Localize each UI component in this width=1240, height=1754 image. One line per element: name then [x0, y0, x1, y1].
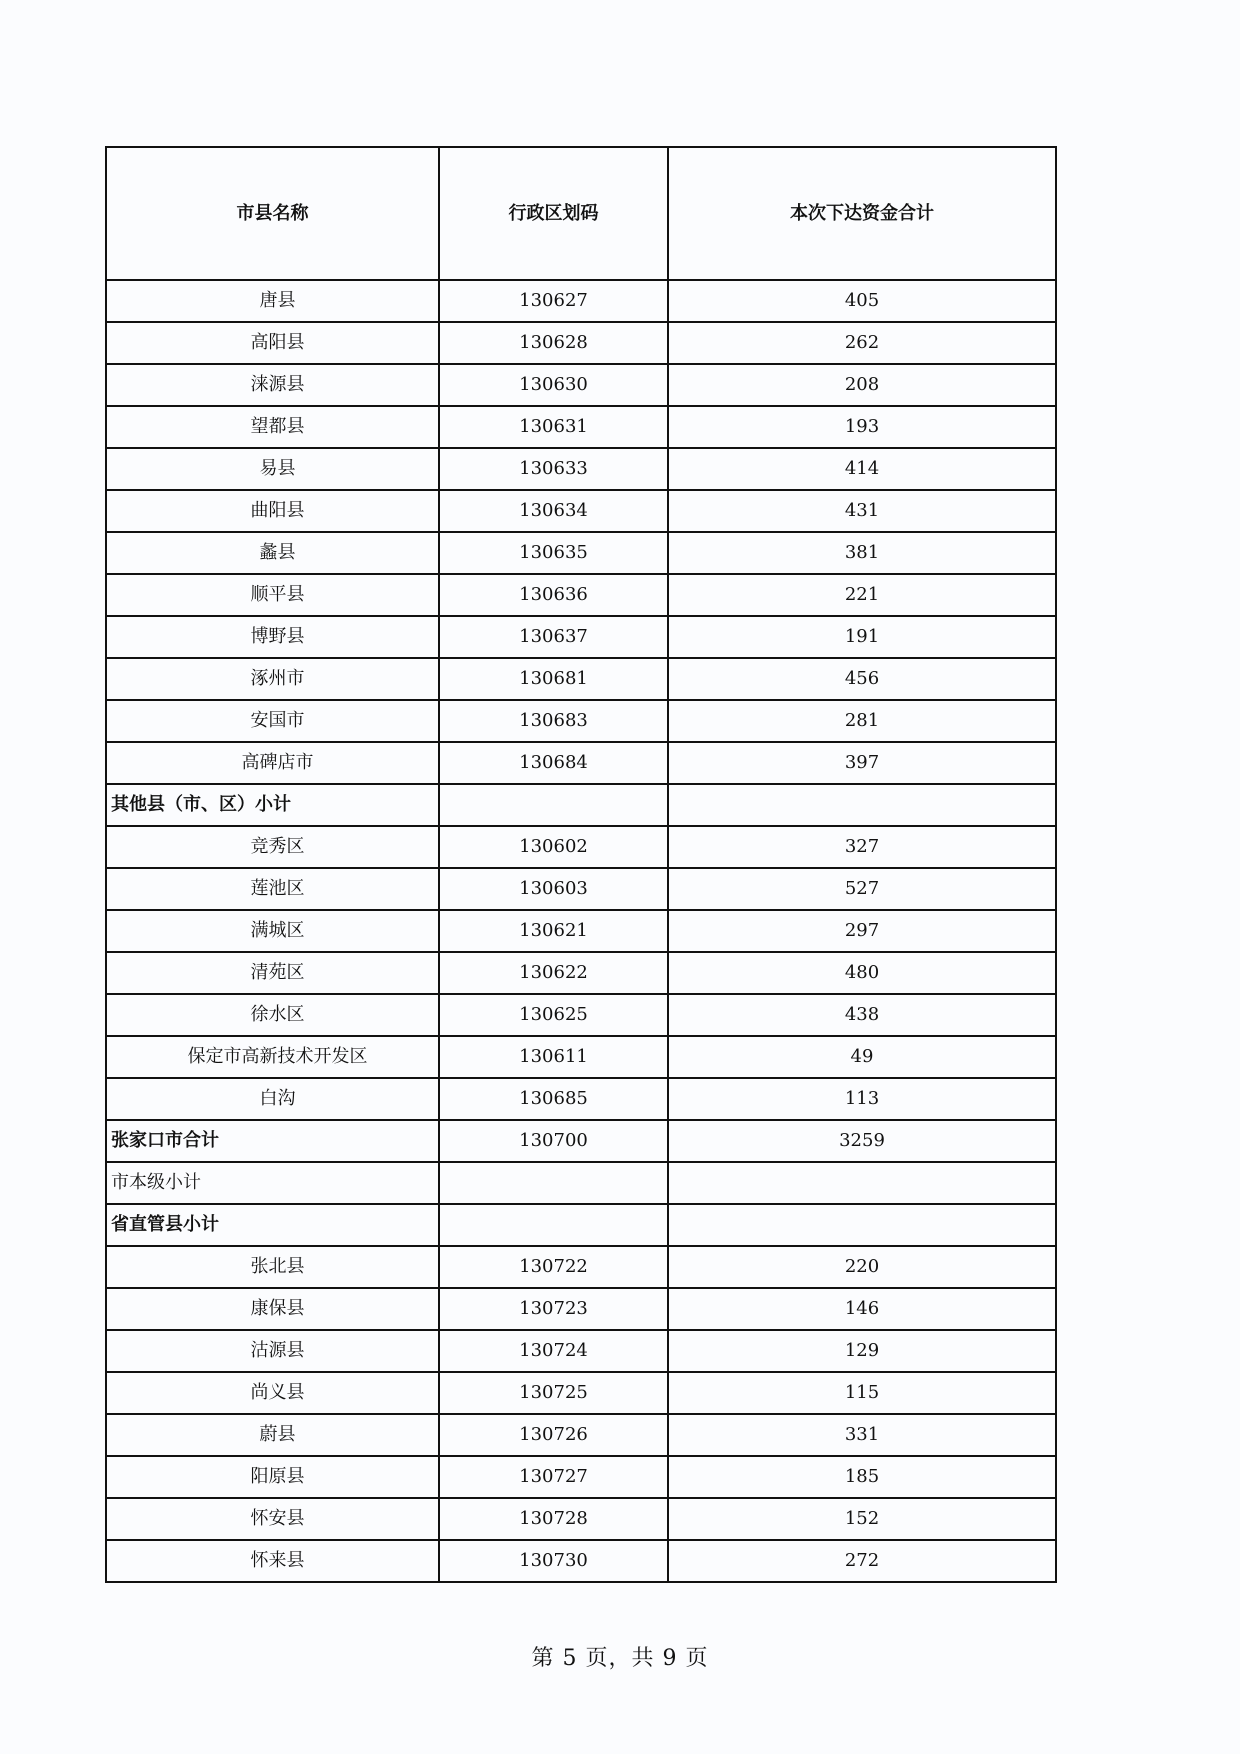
cell-funding-amount: 185: [668, 1456, 1056, 1498]
cell-county-name: 满城区: [106, 910, 439, 952]
cell-admin-code: 130603: [439, 868, 668, 910]
cell-county-name: 高碑店市: [106, 742, 439, 784]
cell-county-name: 望都县: [106, 406, 439, 448]
cell-funding-amount: [668, 1204, 1056, 1246]
table-row: [106, 952, 1056, 994]
cell-admin-code: 130625: [439, 994, 668, 1036]
cell-county-name: 涞源县: [106, 364, 439, 406]
cell-county-name: 怀来县: [106, 1540, 439, 1582]
cell-county-name: 曲阳县: [106, 490, 439, 532]
cell-funding-amount: 193: [668, 406, 1056, 448]
funding-table: [105, 146, 1057, 1583]
table-row: [106, 910, 1056, 952]
cell-funding-amount: 438: [668, 994, 1056, 1036]
cell-funding-amount: 397: [668, 742, 1056, 784]
cell-funding-amount: 152: [668, 1498, 1056, 1540]
table-row: [106, 280, 1056, 322]
table-body: [106, 280, 1056, 1582]
cell-funding-amount: 405: [668, 280, 1056, 322]
table-row: [106, 826, 1056, 868]
table-row: [106, 1414, 1056, 1456]
cell-funding-amount: 414: [668, 448, 1056, 490]
table-row: [106, 532, 1056, 574]
cell-county-name: 涿州市: [106, 658, 439, 700]
cell-funding-amount: 191: [668, 616, 1056, 658]
table-row: [106, 1540, 1056, 1582]
table-row: [106, 1330, 1056, 1372]
cell-county-name: 唐县: [106, 280, 439, 322]
table-row: [106, 658, 1056, 700]
table-row: [106, 406, 1056, 448]
cell-admin-code: 130631: [439, 406, 668, 448]
cell-county-name: 竞秀区: [106, 826, 439, 868]
cell-funding-amount: 113: [668, 1078, 1056, 1120]
table-row: [106, 1498, 1056, 1540]
cell-funding-amount: 262: [668, 322, 1056, 364]
cell-admin-code: 130724: [439, 1330, 668, 1372]
cell-admin-code: 130728: [439, 1498, 668, 1540]
table-row: [106, 1204, 1056, 1246]
table-row: [106, 1246, 1056, 1288]
cell-admin-code: 130730: [439, 1540, 668, 1582]
cell-funding-amount: 480: [668, 952, 1056, 994]
table-row: [106, 574, 1056, 616]
cell-funding-amount: [668, 784, 1056, 826]
cell-county-name: 清苑区: [106, 952, 439, 994]
cell-county-name: 白沟: [106, 1078, 439, 1120]
cell-county-name: 顺平县: [106, 574, 439, 616]
table-row: [106, 1078, 1056, 1120]
cell-county-name: 博野县: [106, 616, 439, 658]
cell-funding-amount: 208: [668, 364, 1056, 406]
table-row: [106, 700, 1056, 742]
table-row: [106, 448, 1056, 490]
cell-county-name: 市本级小计: [106, 1162, 439, 1204]
cell-county-name: 安国市: [106, 700, 439, 742]
cell-admin-code: 130700: [439, 1120, 668, 1162]
cell-county-name: 张家口市合计: [106, 1120, 439, 1162]
cell-admin-code: 130621: [439, 910, 668, 952]
table-row: [106, 322, 1056, 364]
table-header-row: [106, 147, 1056, 280]
header-county-name: 市县名称: [106, 147, 439, 280]
cell-admin-code: 130726: [439, 1414, 668, 1456]
cell-county-name: 康保县: [106, 1288, 439, 1330]
cell-funding-amount: 297: [668, 910, 1056, 952]
cell-funding-amount: 281: [668, 700, 1056, 742]
cell-funding-amount: 456: [668, 658, 1056, 700]
table-row: [106, 1036, 1056, 1078]
cell-county-name: 沽源县: [106, 1330, 439, 1372]
table-row: [106, 1162, 1056, 1204]
cell-funding-amount: 527: [668, 868, 1056, 910]
cell-funding-amount: 381: [668, 532, 1056, 574]
cell-funding-amount: 115: [668, 1372, 1056, 1414]
cell-county-name: 蠡县: [106, 532, 439, 574]
cell-admin-code: 130637: [439, 616, 668, 658]
cell-county-name: 蔚县: [106, 1414, 439, 1456]
funding-table-wrapper: [105, 146, 1055, 1583]
cell-county-name: 省直管县小计: [106, 1204, 439, 1246]
table-row: [106, 784, 1056, 826]
cell-admin-code: 130722: [439, 1246, 668, 1288]
cell-admin-code: 130602: [439, 826, 668, 868]
cell-funding-amount: 220: [668, 1246, 1056, 1288]
cell-county-name: 保定市高新技术开发区: [106, 1036, 439, 1078]
cell-admin-code: 130611: [439, 1036, 668, 1078]
page-number-footer: 第 5 页，共 9 页: [531, 1646, 709, 1671]
cell-admin-code: 130683: [439, 700, 668, 742]
cell-funding-amount: 146: [668, 1288, 1056, 1330]
cell-admin-code: 130635: [439, 532, 668, 574]
cell-funding-amount: 129: [668, 1330, 1056, 1372]
cell-funding-amount: 221: [668, 574, 1056, 616]
cell-county-name: 易县: [106, 448, 439, 490]
cell-admin-code: 130634: [439, 490, 668, 532]
cell-county-name: 莲池区: [106, 868, 439, 910]
cell-funding-amount: [668, 1162, 1056, 1204]
cell-admin-code: [439, 1162, 668, 1204]
table-row: [106, 1456, 1056, 1498]
cell-admin-code: 130630: [439, 364, 668, 406]
cell-funding-amount: 431: [668, 490, 1056, 532]
table-row: [106, 1372, 1056, 1414]
cell-admin-code: 130681: [439, 658, 668, 700]
cell-admin-code: 130636: [439, 574, 668, 616]
cell-admin-code: [439, 784, 668, 826]
cell-county-name: 徐水区: [106, 994, 439, 1036]
table-row: [106, 742, 1056, 784]
cell-admin-code: [439, 1204, 668, 1246]
table-row: [106, 868, 1056, 910]
cell-county-name: 其他县（市、区）小计: [106, 784, 439, 826]
cell-admin-code: 130684: [439, 742, 668, 784]
table-row: [106, 364, 1056, 406]
cell-admin-code: 130727: [439, 1456, 668, 1498]
table-row: [106, 490, 1056, 532]
table-row: [106, 994, 1056, 1036]
cell-county-name: 阳原县: [106, 1456, 439, 1498]
cell-county-name: 高阳县: [106, 322, 439, 364]
cell-admin-code: 130685: [439, 1078, 668, 1120]
cell-admin-code: 130723: [439, 1288, 668, 1330]
header-funding-total: 本次下达资金合计: [668, 147, 1056, 280]
table-row: [106, 616, 1056, 658]
cell-admin-code: 130627: [439, 280, 668, 322]
header-admin-code: 行政区划码: [439, 147, 668, 280]
cell-admin-code: 130622: [439, 952, 668, 994]
cell-county-name: 张北县: [106, 1246, 439, 1288]
table-row: [106, 1288, 1056, 1330]
cell-funding-amount: 49: [668, 1036, 1056, 1078]
cell-funding-amount: 331: [668, 1414, 1056, 1456]
cell-funding-amount: 272: [668, 1540, 1056, 1582]
table-row: [106, 1120, 1056, 1162]
cell-funding-amount: 3259: [668, 1120, 1056, 1162]
cell-county-name: 怀安县: [106, 1498, 439, 1540]
cell-admin-code: 130633: [439, 448, 668, 490]
cell-admin-code: 130628: [439, 322, 668, 364]
cell-county-name: 尚义县: [106, 1372, 439, 1414]
cell-funding-amount: 327: [668, 826, 1056, 868]
cell-admin-code: 130725: [439, 1372, 668, 1414]
